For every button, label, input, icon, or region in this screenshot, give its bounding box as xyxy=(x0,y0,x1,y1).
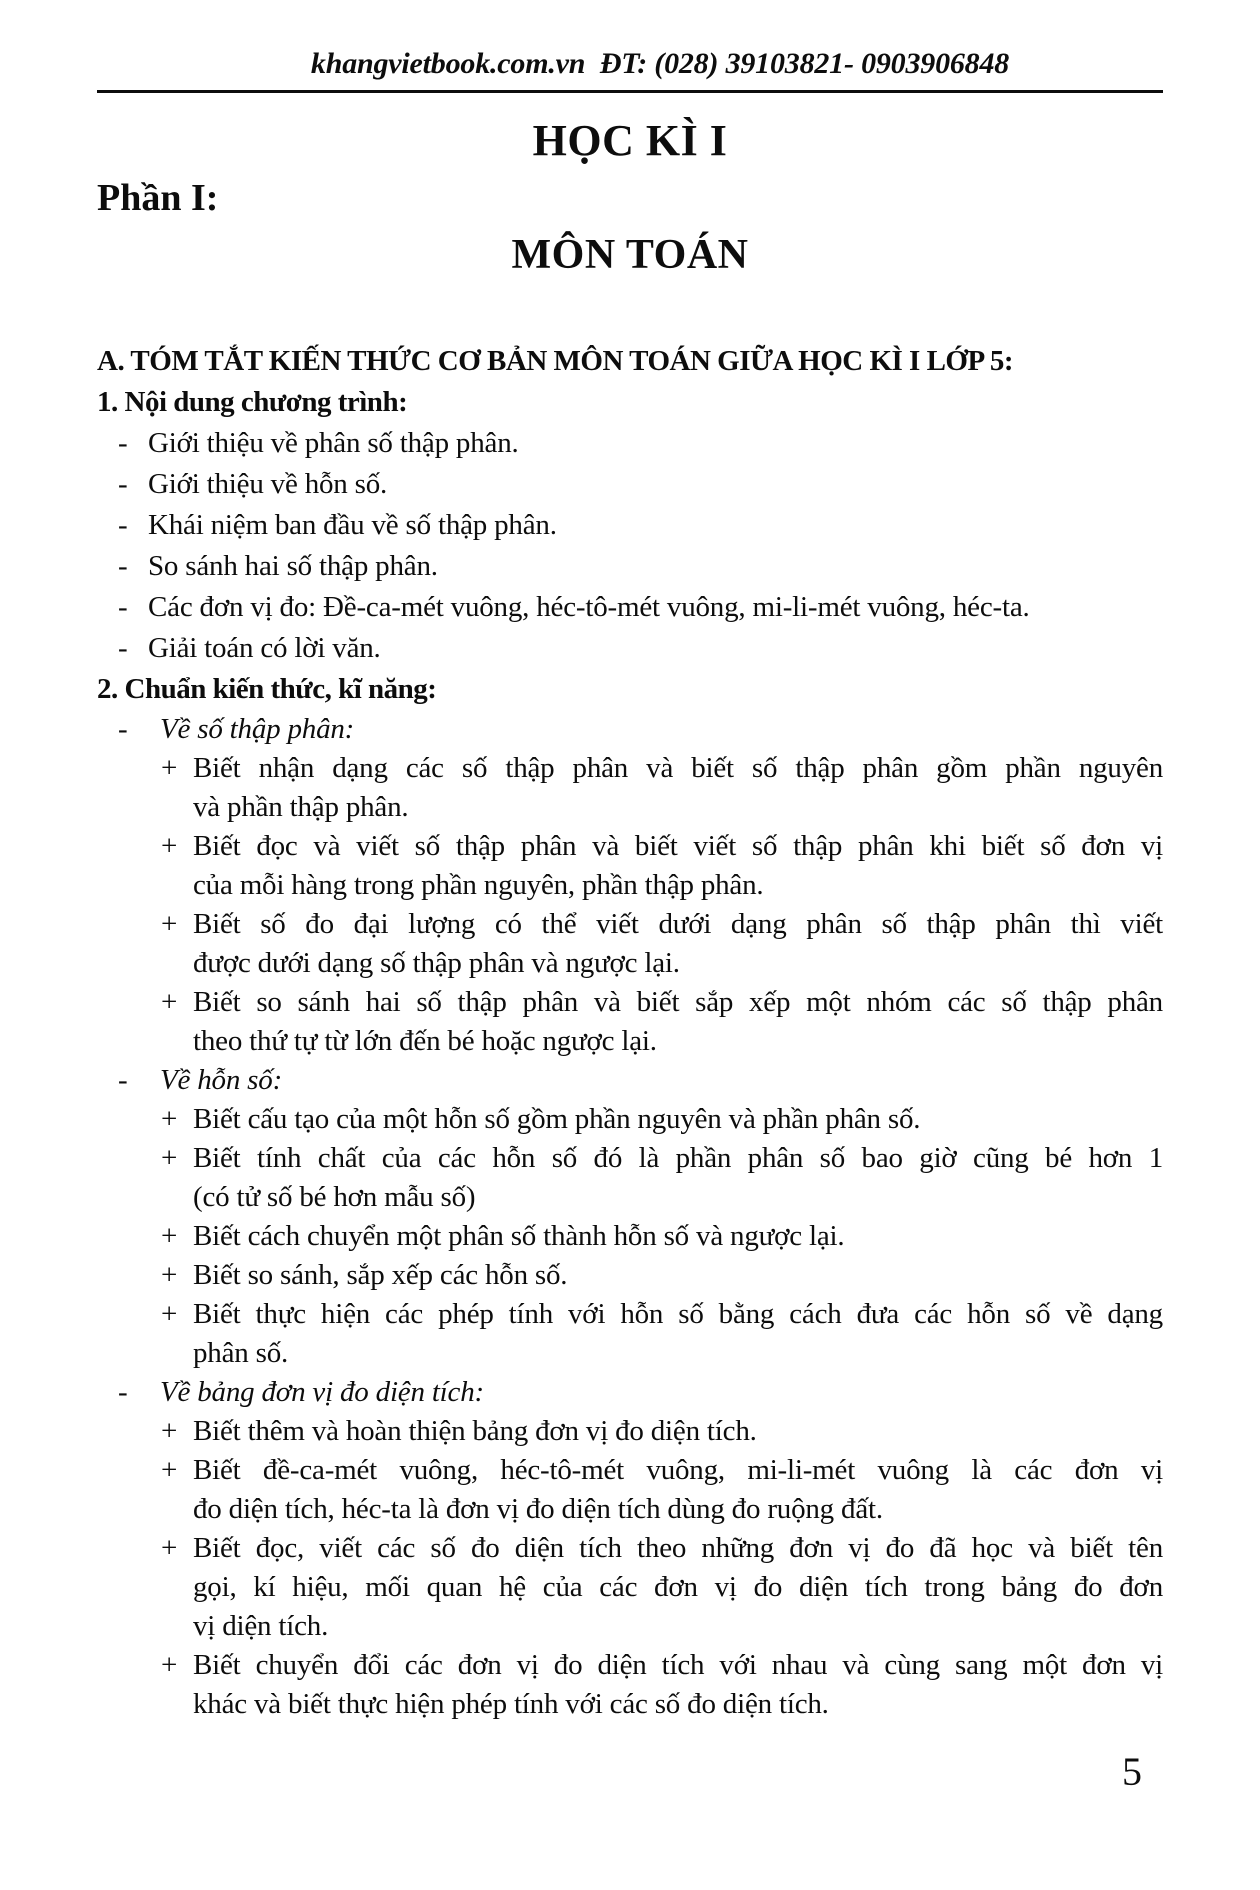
list-item xyxy=(97,1061,1163,1100)
text-line: Giới thiệu về hỗn số. xyxy=(148,468,388,500)
list-item xyxy=(97,1217,1163,1256)
dash-bullet: - xyxy=(118,550,128,582)
text-line: Biết cách chuyển một phân số thành hỗn số và ngược lại. xyxy=(193,1220,845,1252)
section-heading: 2. Chuẩn kiến thức, kĩ năng: xyxy=(97,673,437,705)
section-heading: 1. Nội dung chương trình: xyxy=(97,386,408,418)
list-item xyxy=(97,827,1163,905)
plus-bullet: + xyxy=(161,1415,178,1447)
list-item xyxy=(97,464,1163,505)
dash-bullet: - xyxy=(118,1064,128,1096)
plus-bullet: + xyxy=(161,1649,178,1681)
text-line: Biết nhận dạng các số thập phân và biết số thập phân gồm phần nguyên xyxy=(193,752,1163,784)
subject-title: MÔN TOÁN xyxy=(511,232,749,278)
list-item xyxy=(97,1100,1163,1139)
page-content-area xyxy=(0,46,1260,1724)
text-line: theo thứ tự từ lớn đến bé hoặc ngược lại. xyxy=(193,1025,657,1057)
text-line: Các đơn vị đo: Đề-ca-mét vuông, héc-tô-mét vuông, mi-li-mét vuông, héc-ta. xyxy=(148,591,1030,623)
list-item xyxy=(97,1139,1163,1217)
list-item xyxy=(97,505,1163,546)
text-line: Biết đọc, viết các số đo diện tích theo những đơn vị đo đã học và biết tên xyxy=(193,1532,1163,1564)
text-line: Biết so sánh hai số thập phân và biết sắp xếp một nhóm các số thập phân xyxy=(193,986,1163,1018)
list-item xyxy=(97,628,1163,669)
plus-bullet: + xyxy=(161,752,178,784)
list-item xyxy=(97,749,1163,827)
list-item xyxy=(97,1451,1163,1529)
dash-bullet: - xyxy=(118,1376,128,1408)
text-line: Biết so sánh, sắp xếp các hỗn số. xyxy=(193,1259,568,1291)
text-line: Biết cấu tạo của một hỗn số gồm phần nguyên và phần phân số. xyxy=(193,1103,921,1135)
plus-bullet: + xyxy=(161,986,178,1018)
text-line: Biết đọc và viết số thập phân và biết viết số thập phân khi biết số đơn vị xyxy=(193,830,1163,862)
list-item xyxy=(97,710,1163,749)
text-line: Giới thiệu về phân số thập phân. xyxy=(148,427,519,459)
text-line: phân số. xyxy=(193,1337,289,1369)
list-item xyxy=(97,983,1163,1061)
list-item xyxy=(97,1529,1163,1646)
text-line: Biết chuyển đổi các đơn vị đo diện tích với nhau và cùng sang một đơn vị xyxy=(193,1649,1163,1681)
part-label: Phần I: xyxy=(97,177,219,219)
semester-title: HỌC KÌ I xyxy=(532,116,728,165)
text-line: Biết thực hiện các phép tính với hỗn số bằng cách đưa các hỗn số về dạng xyxy=(193,1298,1163,1330)
plus-bullet: + xyxy=(161,1259,178,1291)
page-number: 5 xyxy=(1122,1749,1142,1794)
text-line: khác và biết thực hiện phép tính với các số đo diện tích. xyxy=(193,1688,829,1720)
text-line: Về hỗn số: xyxy=(160,1064,283,1096)
plus-bullet: + xyxy=(161,1532,178,1564)
list-item xyxy=(97,1646,1163,1724)
dash-bullet: - xyxy=(118,632,128,664)
list-item xyxy=(97,905,1163,983)
text-line: gọi, kí hiệu, mối quan hệ của các đơn vị đo diện tích trong bảng đo đơn xyxy=(193,1571,1163,1603)
text-line: Biết đề-ca-mét vuông, héc-tô-mét vuông, mi-li-mét vuông là các đơn vị xyxy=(193,1454,1163,1486)
content-list xyxy=(97,341,1163,1724)
text-line: So sánh hai số thập phân. xyxy=(148,550,438,582)
text-line: và phần thập phân. xyxy=(193,791,409,823)
header-rule xyxy=(97,90,1163,93)
plus-bullet: + xyxy=(161,1103,178,1135)
text-line: Giải toán có lời văn. xyxy=(148,632,381,664)
text-line: Biết thêm và hoàn thiện bảng đơn vị đo diện tích. xyxy=(193,1415,757,1447)
plus-bullet: + xyxy=(161,1142,178,1174)
plus-bullet: + xyxy=(161,908,178,940)
dash-bullet: - xyxy=(118,427,128,459)
dash-bullet: - xyxy=(118,509,128,541)
list-item xyxy=(97,1412,1163,1451)
text-line: Về số thập phân: xyxy=(160,713,355,745)
list-item xyxy=(97,1295,1163,1373)
text-line: được dưới dạng số thập phân và ngược lại. xyxy=(193,947,680,979)
text-line: vị diện tích. xyxy=(193,1610,329,1642)
text-line: Về bảng đơn vị đo diện tích: xyxy=(160,1376,484,1408)
plus-bullet: + xyxy=(161,1220,178,1252)
dash-bullet: - xyxy=(118,591,128,623)
plus-bullet: + xyxy=(161,830,178,862)
plus-bullet: + xyxy=(161,1454,178,1486)
text-line: của mỗi hàng trong phần nguyên, phần thập phân. xyxy=(193,869,764,901)
list-item xyxy=(97,546,1163,587)
dash-bullet: - xyxy=(118,713,128,745)
text-line: đo diện tích, héc-ta là đơn vị đo diện tích dùng đo ruộng đất. xyxy=(193,1493,883,1525)
list-item xyxy=(97,1373,1163,1412)
section-heading: A. TÓM TẮT KIẾN THỨC CƠ BẢN MÔN TOÁN GIỮA HỌC KÌ I LỚP 5: xyxy=(97,345,1014,377)
list-item xyxy=(97,1256,1163,1295)
text-line: Khái niệm ban đầu về số thập phân. xyxy=(148,509,557,541)
list-item xyxy=(97,587,1163,628)
dash-bullet: - xyxy=(118,468,128,500)
plus-bullet: + xyxy=(161,1298,178,1330)
text-line: (có tử số bé hơn mẫu số) xyxy=(193,1181,476,1213)
text-line: Biết số đo đại lượng có thể viết dưới dạng phân số thập phân thì viết xyxy=(193,908,1163,940)
text-line: Biết tính chất của các hỗn số đó là phần phân số bao giờ cũng bé hơn 1 xyxy=(193,1142,1163,1174)
page-header-contact: khangvietbook.com.vn ĐT: (028) 39103821- 0903906848 xyxy=(310,47,1010,80)
list-item xyxy=(97,423,1163,464)
